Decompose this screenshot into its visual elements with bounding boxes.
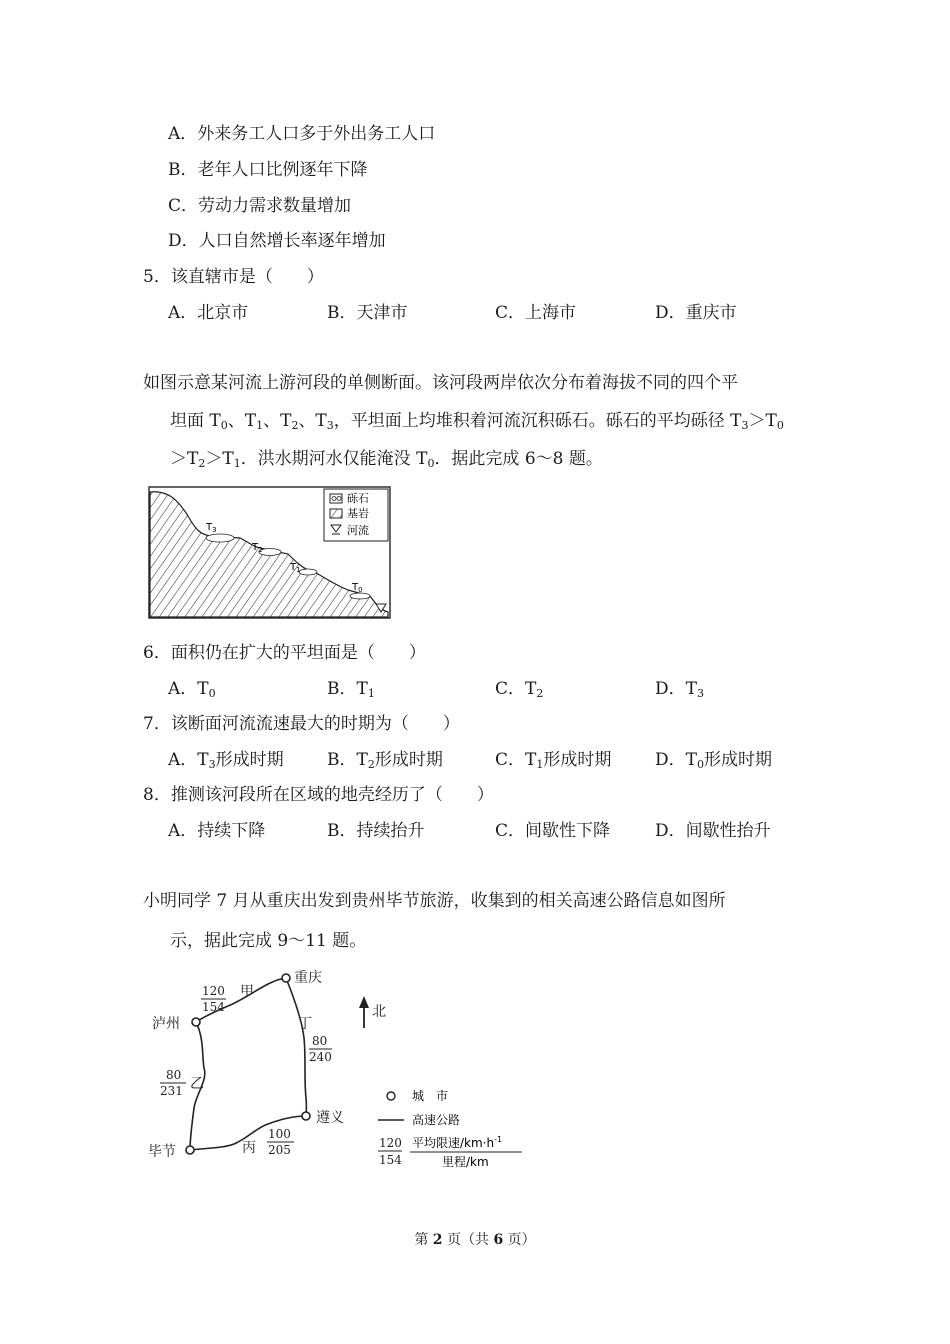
segment-yi-label: 乙 — [190, 1076, 204, 1092]
q7-option-b: B．$T_2$形成时期 — [327, 750, 443, 771]
q8-option-d: D．间歇性抬升 — [655, 821, 771, 841]
bing-speed: 100 — [268, 1127, 291, 1141]
jia-distance: 154 — [202, 1000, 225, 1014]
q7-option-c: C．$T_1$形成时期 — [495, 750, 612, 771]
north-arrow-icon — [359, 996, 386, 1028]
legend-gravel-label: 砾石 — [347, 492, 369, 505]
q6-option-b: B．$T_1$ — [327, 679, 375, 700]
ding-speed: 80 — [312, 1034, 328, 1048]
yi-speed: 80 — [166, 1068, 182, 1082]
city-chongqing-marker — [282, 974, 290, 982]
q8-option-c: C．间歇性下降 — [495, 821, 611, 841]
passage1-line2: 坦面 $T_0$、$T_1$、$T_2$、$T_3$，平坦面上均堆积着河流沉积砾石。砾石的平均砾径 $T_3>T_0$ — [170, 411, 784, 432]
q8-stem: 8．推测该河段所在区域的地壳经历了（ ） — [143, 785, 494, 805]
q6-option-c: C．$T_2$ — [495, 679, 544, 700]
q4-option-d: D．人口自然增长率逐年增加 — [168, 231, 386, 251]
page-footer: 第 2 页（共 6 页） — [414, 1232, 536, 1248]
road-ding — [286, 978, 306, 1116]
passage2-line1: 小明同学 7 月从重庆出发到贵州毕节旅游，收集到的相关高速公路信息如图所 — [143, 891, 726, 911]
city-chongqing-label: 重庆 — [294, 970, 322, 986]
city-luzhou-marker — [192, 1018, 200, 1026]
legend-speed-label: 平均限速$/km\cdot h^{-1}$ — [412, 1135, 503, 1150]
river-cross-section-figure — [148, 486, 392, 620]
q6-stem: 6．面积仍在扩大的平坦面是（ ） — [143, 643, 426, 663]
legend-city-icon — [387, 1092, 395, 1100]
passage1-line1: 如图示意某河流上游河段的单侧断面。该河段两岸依次分布着海拔不同的四个平 — [143, 373, 738, 393]
q7-option-d: D．$T_0$形成时期 — [655, 750, 772, 771]
q6-option-a: A．$T_0$ — [168, 679, 216, 700]
q5-stem: 5．该直辖市是（ ） — [143, 267, 324, 287]
legend-river-label: 河流 — [347, 524, 369, 537]
map-legend — [378, 1089, 522, 1169]
terrace-t2-label: $T_2$ — [252, 542, 263, 554]
city-zunyi-marker — [302, 1112, 310, 1120]
q7-option-a: A．$T_3$形成时期 — [168, 750, 284, 771]
city-luzhou-label: 泸州 — [152, 1016, 180, 1032]
q6-option-d: D．$T_3$ — [655, 679, 704, 700]
bing-distance: 205 — [268, 1143, 291, 1157]
q4-option-c: C．劳动力需求数量增加 — [168, 196, 352, 216]
q8-option-b: B．持续抬升 — [327, 821, 425, 841]
q4-option-b: B．老年人口比例逐年下降 — [168, 160, 368, 180]
terrace-t1-label: $T_1$ — [290, 562, 301, 574]
passage2-line2: 示，据此完成 9～11 题。 — [170, 931, 367, 951]
segment-ding-label: 丁 — [298, 1016, 312, 1032]
jia-speed: 120 — [202, 984, 225, 998]
yi-distance: 231 — [160, 1084, 183, 1098]
q4-option-a: A．外来务工人口多于外出务工人口 — [168, 124, 436, 144]
highway-map-figure — [138, 958, 538, 1173]
segment-bing-label: 丙 — [242, 1140, 256, 1156]
q5-option-b: B．天津市 — [327, 303, 408, 323]
legend-highway-label: 高速公路 — [412, 1113, 461, 1127]
segment-yi-fraction — [160, 1068, 186, 1098]
north-label: 北 — [372, 1004, 386, 1020]
city-bijie-marker — [186, 1146, 194, 1154]
legend-city-label: 城 市 — [412, 1089, 449, 1103]
ding-distance: 240 — [309, 1050, 332, 1064]
legend-bedrock-label: 基岩 — [347, 507, 369, 520]
city-zunyi-label: 遵义 — [316, 1110, 344, 1126]
q5-option-c: C．上海市 — [495, 303, 577, 323]
q7-stem: 7．该断面河流流速最大的时期为（ ） — [143, 714, 460, 734]
legend-speed-sample: 120 — [379, 1136, 402, 1150]
segment-jia-label: 甲 — [240, 984, 254, 1000]
segment-bing-fraction — [267, 1127, 294, 1157]
q5-option-d: D．重庆市 — [655, 303, 737, 323]
q8-option-a: A．持续下降 — [168, 821, 266, 841]
passage1-line3: $>T_2>T_1$．洪水期河水仅能淹没 $T_0$．据此完成 6～8 题。 — [170, 449, 603, 470]
terrace-t3-label: $T_3$ — [206, 522, 217, 534]
legend-distance-label: 里程/km — [442, 1155, 489, 1169]
legend-distance-sample: 154 — [379, 1153, 402, 1167]
city-bijie-label: 毕节 — [148, 1144, 176, 1160]
q5-option-a: A．北京市 — [168, 303, 249, 323]
segment-jia-fraction — [201, 984, 226, 1014]
terrace-t0-label: $T_0$ — [352, 582, 363, 594]
segment-ding-fraction — [309, 1034, 332, 1064]
legend-gravel — [330, 492, 369, 505]
